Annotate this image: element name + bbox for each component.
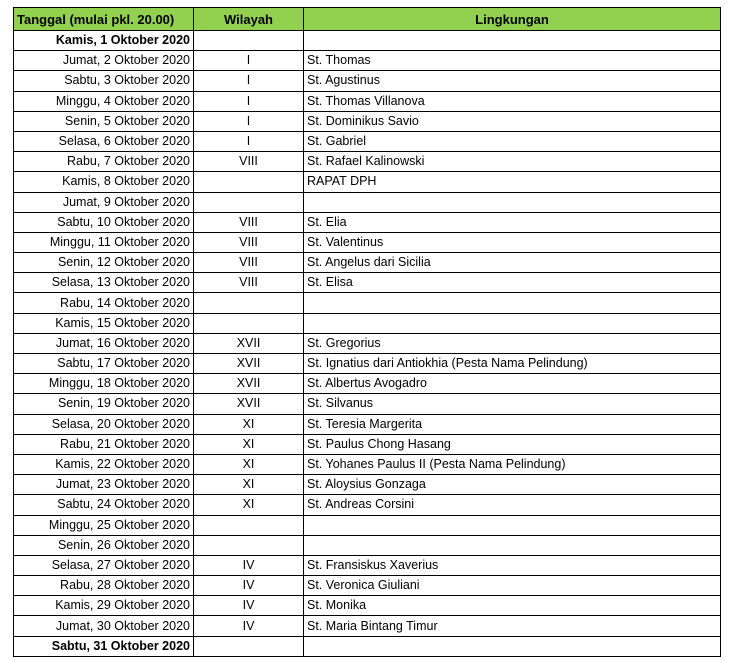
header-row (14, 8, 721, 31)
table-row (14, 31, 721, 51)
table-row (14, 374, 721, 394)
cell-wilayah[interactable]: VIII (194, 232, 304, 252)
cell-lingkungan[interactable] (304, 313, 721, 333)
cell-lingkungan[interactable] (304, 636, 721, 656)
table-row (14, 172, 721, 192)
table-header (14, 8, 721, 31)
cell-date[interactable]: Jumat, 9 Oktober 2020 (14, 192, 194, 212)
cell-lingkungan[interactable]: St. Gregorius (304, 333, 721, 353)
cell-date[interactable]: Kamis, 22 Oktober 2020 (14, 454, 194, 474)
table-row (14, 495, 721, 515)
cell-lingkungan[interactable]: St. Angelus dari Sicilia (304, 253, 721, 273)
cell-wilayah[interactable] (194, 515, 304, 535)
cell-lingkungan[interactable]: St. Dominikus Savio (304, 111, 721, 131)
cell-lingkungan[interactable]: St. Silvanus (304, 394, 721, 414)
column-header-date[interactable]: Tanggal (mulai pkl. 20.00) (14, 8, 194, 31)
cell-date[interactable]: Sabtu, 10 Oktober 2020 (14, 212, 194, 232)
cell-lingkungan[interactable] (304, 192, 721, 212)
cell-lingkungan[interactable]: St. Gabriel (304, 131, 721, 151)
cell-date[interactable]: Rabu, 7 Oktober 2020 (14, 152, 194, 172)
cell-wilayah[interactable]: IV (194, 596, 304, 616)
column-header-lingkungan[interactable]: Lingkungan (304, 8, 721, 31)
table-row (14, 232, 721, 252)
cell-date[interactable]: Senin, 5 Oktober 2020 (14, 111, 194, 131)
table-row (14, 475, 721, 495)
schedule-sheet (13, 7, 721, 657)
cell-date[interactable]: Kamis, 1 Oktober 2020 (14, 31, 194, 51)
cell-lingkungan[interactable] (304, 31, 721, 51)
cell-lingkungan[interactable]: St. Fransiskus Xaverius (304, 555, 721, 575)
cell-date[interactable]: Kamis, 8 Oktober 2020 (14, 172, 194, 192)
cell-lingkungan[interactable]: St. Veronica Giuliani (304, 576, 721, 596)
cell-date[interactable]: Sabtu, 3 Oktober 2020 (14, 71, 194, 91)
cell-lingkungan[interactable]: St. Albertus Avogadro (304, 374, 721, 394)
table-row (14, 616, 721, 636)
table-row (14, 212, 721, 232)
cell-wilayah[interactable]: XVII (194, 394, 304, 414)
cell-lingkungan[interactable]: St. Maria Bintang Timur (304, 616, 721, 636)
cell-wilayah[interactable] (194, 192, 304, 212)
table-row (14, 454, 721, 474)
cell-wilayah[interactable]: I (194, 111, 304, 131)
cell-lingkungan[interactable]: St. Teresia Margerita (304, 414, 721, 434)
cell-wilayah[interactable]: XI (194, 454, 304, 474)
cell-date[interactable]: Selasa, 20 Oktober 2020 (14, 414, 194, 434)
table-row (14, 51, 721, 71)
cell-lingkungan[interactable]: St. Yohanes Paulus II (Pesta Nama Pelindung) (304, 454, 721, 474)
cell-date[interactable]: Rabu, 14 Oktober 2020 (14, 293, 194, 313)
table-row (14, 131, 721, 151)
table-body (14, 31, 721, 657)
cell-wilayah[interactable]: XVII (194, 374, 304, 394)
cell-wilayah[interactable]: XI (194, 475, 304, 495)
column-header-wilayah[interactable]: Wilayah (194, 8, 304, 31)
table-row (14, 91, 721, 111)
cell-lingkungan[interactable] (304, 293, 721, 313)
table-row (14, 293, 721, 313)
schedule-table (13, 7, 721, 657)
cell-lingkungan[interactable]: St. Thomas Villanova (304, 91, 721, 111)
cell-date[interactable]: Selasa, 27 Oktober 2020 (14, 555, 194, 575)
cell-wilayah[interactable] (194, 172, 304, 192)
cell-date[interactable]: Senin, 12 Oktober 2020 (14, 253, 194, 273)
table-row (14, 394, 721, 414)
cell-lingkungan[interactable]: St. Elia (304, 212, 721, 232)
cell-date[interactable]: Kamis, 15 Oktober 2020 (14, 313, 194, 333)
cell-wilayah[interactable]: XI (194, 495, 304, 515)
cell-date[interactable]: Rabu, 28 Oktober 2020 (14, 576, 194, 596)
cell-wilayah[interactable] (194, 636, 304, 656)
cell-lingkungan[interactable]: St. Monika (304, 596, 721, 616)
cell-wilayah[interactable]: IV (194, 555, 304, 575)
cell-wilayah[interactable] (194, 313, 304, 333)
cell-wilayah[interactable]: VIII (194, 152, 304, 172)
cell-lingkungan[interactable]: St. Agustinus (304, 71, 721, 91)
cell-lingkungan[interactable]: St. Rafael Kalinowski (304, 152, 721, 172)
cell-wilayah[interactable]: XVII (194, 333, 304, 353)
cell-date[interactable]: Jumat, 2 Oktober 2020 (14, 51, 194, 71)
cell-wilayah[interactable]: I (194, 71, 304, 91)
cell-wilayah[interactable]: XI (194, 434, 304, 454)
cell-lingkungan[interactable] (304, 515, 721, 535)
cell-date[interactable]: Sabtu, 31 Oktober 2020 (14, 636, 194, 656)
cell-wilayah[interactable]: XI (194, 414, 304, 434)
cell-date[interactable]: Jumat, 23 Oktober 2020 (14, 475, 194, 495)
cell-date[interactable]: Sabtu, 24 Oktober 2020 (14, 495, 194, 515)
cell-lingkungan[interactable]: St. Paulus Chong Hasang (304, 434, 721, 454)
cell-date[interactable]: Minggu, 18 Oktober 2020 (14, 374, 194, 394)
cell-lingkungan[interactable]: St. Elisa (304, 273, 721, 293)
table-row (14, 71, 721, 91)
cell-date[interactable]: Minggu, 25 Oktober 2020 (14, 515, 194, 535)
cell-date[interactable]: Jumat, 16 Oktober 2020 (14, 333, 194, 353)
cell-date[interactable]: Kamis, 29 Oktober 2020 (14, 596, 194, 616)
table-row (14, 636, 721, 656)
table-row (14, 111, 721, 131)
cell-lingkungan[interactable]: St. Thomas (304, 51, 721, 71)
cell-wilayah[interactable] (194, 31, 304, 51)
cell-wilayah[interactable]: I (194, 91, 304, 111)
cell-wilayah[interactable]: I (194, 131, 304, 151)
cell-lingkungan[interactable]: St. Andreas Corsini (304, 495, 721, 515)
table-row (14, 273, 721, 293)
cell-wilayah[interactable]: VIII (194, 253, 304, 273)
table-row (14, 515, 721, 535)
cell-wilayah[interactable]: IV (194, 576, 304, 596)
cell-wilayah[interactable] (194, 293, 304, 313)
cell-lingkungan[interactable] (304, 535, 721, 555)
table-row (14, 192, 721, 212)
cell-wilayah[interactable] (194, 535, 304, 555)
table-row (14, 253, 721, 273)
cell-date[interactable]: Selasa, 13 Oktober 2020 (14, 273, 194, 293)
cell-date[interactable]: Sabtu, 17 Oktober 2020 (14, 354, 194, 374)
table-row (14, 414, 721, 434)
cell-date[interactable]: Minggu, 4 Oktober 2020 (14, 91, 194, 111)
cell-date[interactable]: Jumat, 30 Oktober 2020 (14, 616, 194, 636)
cell-lingkungan[interactable]: RAPAT DPH (304, 172, 721, 192)
cell-date[interactable]: Senin, 19 Oktober 2020 (14, 394, 194, 414)
table-row (14, 535, 721, 555)
table-row (14, 354, 721, 374)
cell-wilayah[interactable]: VIII (194, 273, 304, 293)
table-row (14, 576, 721, 596)
cell-lingkungan[interactable]: St. Aloysius Gonzaga (304, 475, 721, 495)
cell-wilayah[interactable]: IV (194, 616, 304, 636)
cell-date[interactable]: Rabu, 21 Oktober 2020 (14, 434, 194, 454)
cell-wilayah[interactable]: I (194, 51, 304, 71)
table-row (14, 434, 721, 454)
cell-date[interactable]: Senin, 26 Oktober 2020 (14, 535, 194, 555)
table-row (14, 313, 721, 333)
table-row (14, 555, 721, 575)
cell-date[interactable]: Minggu, 11 Oktober 2020 (14, 232, 194, 252)
table-row (14, 333, 721, 353)
cell-wilayah[interactable]: XVII (194, 354, 304, 374)
cell-date[interactable]: Selasa, 6 Oktober 2020 (14, 131, 194, 151)
cell-lingkungan[interactable]: St. Ignatius dari Antiokhia (Pesta Nama Pelindung) (304, 354, 721, 374)
table-row (14, 596, 721, 616)
cell-lingkungan[interactable]: St. Valentinus (304, 232, 721, 252)
cell-wilayah[interactable]: VIII (194, 212, 304, 232)
table-row (14, 152, 721, 172)
